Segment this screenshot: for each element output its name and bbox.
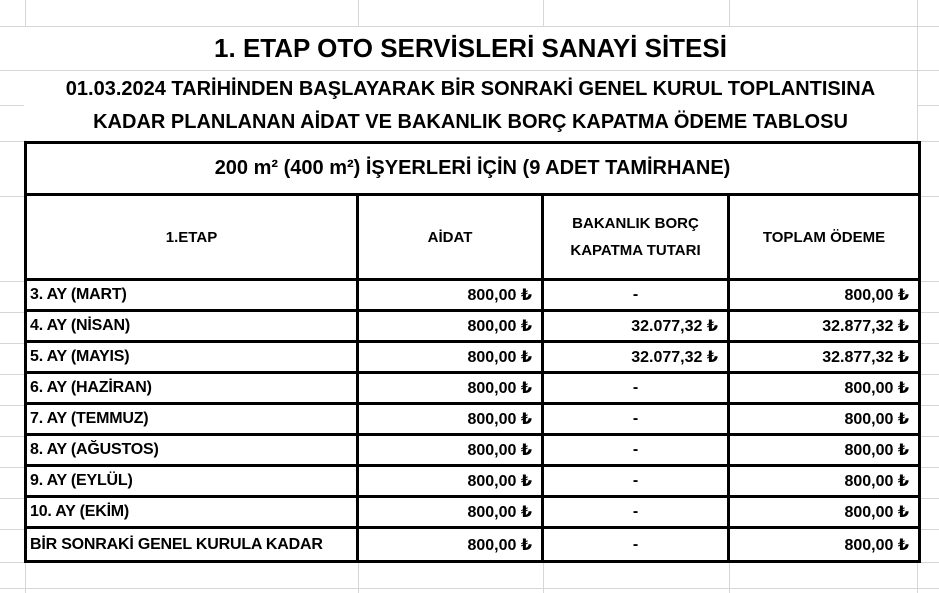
cell-bakanlik[interactable]: 32.077,32 ₺ [544,312,730,343]
cell-aidat[interactable]: 800,00 ₺ [359,312,544,343]
gridline [0,105,25,106]
gridline [0,343,25,344]
cell-etap[interactable]: 6. AY (HAZİRAN) [27,374,359,405]
cell-etap[interactable]: 5. AY (MAYIS) [27,343,359,374]
cell-toplam[interactable]: 32.877,32 ₺ [730,312,918,343]
cell-etap[interactable]: 4. AY (NİSAN) [27,312,359,343]
subtitle-line-2: KADAR PLANLANAN AİDAT VE BAKANLIK BORÇ KAPATMA ÖDEME TABLOSU [93,110,848,133]
gridline [543,563,544,593]
column-header-etap[interactable]: 1.ETAP [27,196,359,281]
cell-toplam[interactable]: 800,00 ₺ [730,374,918,405]
cell-aidat[interactable]: 800,00 ₺ [359,498,544,529]
gridline [917,563,918,593]
cell-bakanlik[interactable]: - [544,529,730,560]
cell-etap[interactable]: 7. AY (TEMMUZ) [27,405,359,436]
gridline [0,436,25,437]
cell-toplam[interactable]: 800,00 ₺ [730,467,918,498]
gridline [0,281,25,282]
cell-bakanlik[interactable]: 32.077,32 ₺ [544,343,730,374]
column-header-bakanlik[interactable]: BAKANLIK BORÇ KAPATMA TUTARI [544,196,730,281]
gridline [0,498,25,499]
cell-toplam[interactable]: 800,00 ₺ [730,405,918,436]
cell-bakanlik[interactable]: - [544,281,730,312]
gridline [0,312,25,313]
gridline [918,105,939,106]
cell-toplam[interactable]: 800,00 ₺ [730,281,918,312]
column-header-toplam[interactable]: TOPLAM ÖDEME [730,196,918,281]
cell-bakanlik[interactable]: - [544,374,730,405]
gridline [358,563,359,593]
cell-toplam[interactable]: 32.877,32 ₺ [730,343,918,374]
gridline [0,405,25,406]
gridline [543,0,544,26]
cell-etap[interactable]: 3. AY (MART) [27,281,359,312]
gridline [729,563,730,593]
cell-bakanlik[interactable]: - [544,498,730,529]
title-cell[interactable]: 1. ETAP OTO SERVİSLERİ SANAYİ SİTESİ [24,27,917,70]
cell-toplam[interactable]: 800,00 ₺ [730,436,918,467]
gridline [918,436,939,437]
cell-aidat[interactable]: 800,00 ₺ [359,281,544,312]
gridline [918,312,939,313]
gridline [0,529,25,530]
cell-aidat[interactable]: 800,00 ₺ [359,343,544,374]
gridline [0,588,939,589]
cell-aidat[interactable]: 800,00 ₺ [359,436,544,467]
column-header-aidat[interactable]: AİDAT [359,196,544,281]
gridline [918,498,939,499]
gridline [918,562,939,563]
cell-etap[interactable]: BİR SONRAKİ GENEL KURULA KADAR [27,529,359,560]
payment-table [24,141,921,563]
subtitle-cell[interactable] [24,71,917,140]
gridline [918,529,939,530]
subtitle-line-1: 01.03.2024 TARİHİNDEN BAŞLAYARAK BİR SONRAKİ GENEL KURUL TOPLANTISINA [65,77,876,100]
table-section-header[interactable]: 200 m² (400 m²) İŞYERLERİ İÇİN (9 ADET TAMİRHANE) [27,144,918,196]
gridline [0,562,25,563]
cell-aidat[interactable]: 800,00 ₺ [359,374,544,405]
cell-etap[interactable]: 8. AY (AĞUSTOS) [27,436,359,467]
gridline [918,281,939,282]
gridline [918,405,939,406]
cell-aidat[interactable]: 800,00 ₺ [359,405,544,436]
cell-bakanlik[interactable]: - [544,436,730,467]
gridline [918,196,939,197]
gridline [0,467,25,468]
cell-bakanlik[interactable]: - [544,405,730,436]
gridline [0,196,25,197]
gridline [918,467,939,468]
cell-etap[interactable]: 10. AY (EKİM) [27,498,359,529]
gridline [358,0,359,26]
cell-toplam[interactable]: 800,00 ₺ [730,498,918,529]
cell-aidat[interactable]: 800,00 ₺ [359,529,544,560]
cell-bakanlik[interactable]: - [544,467,730,498]
cell-etap[interactable]: 9. AY (EYLÜL) [27,467,359,498]
gridline [918,141,939,142]
gridline [918,374,939,375]
cell-aidat[interactable]: 800,00 ₺ [359,467,544,498]
gridline [0,141,25,142]
gridline [25,563,26,593]
gridline [729,0,730,26]
gridline [0,374,25,375]
gridline [918,343,939,344]
gridline [917,0,918,141]
cell-toplam[interactable]: 800,00 ₺ [730,529,918,560]
